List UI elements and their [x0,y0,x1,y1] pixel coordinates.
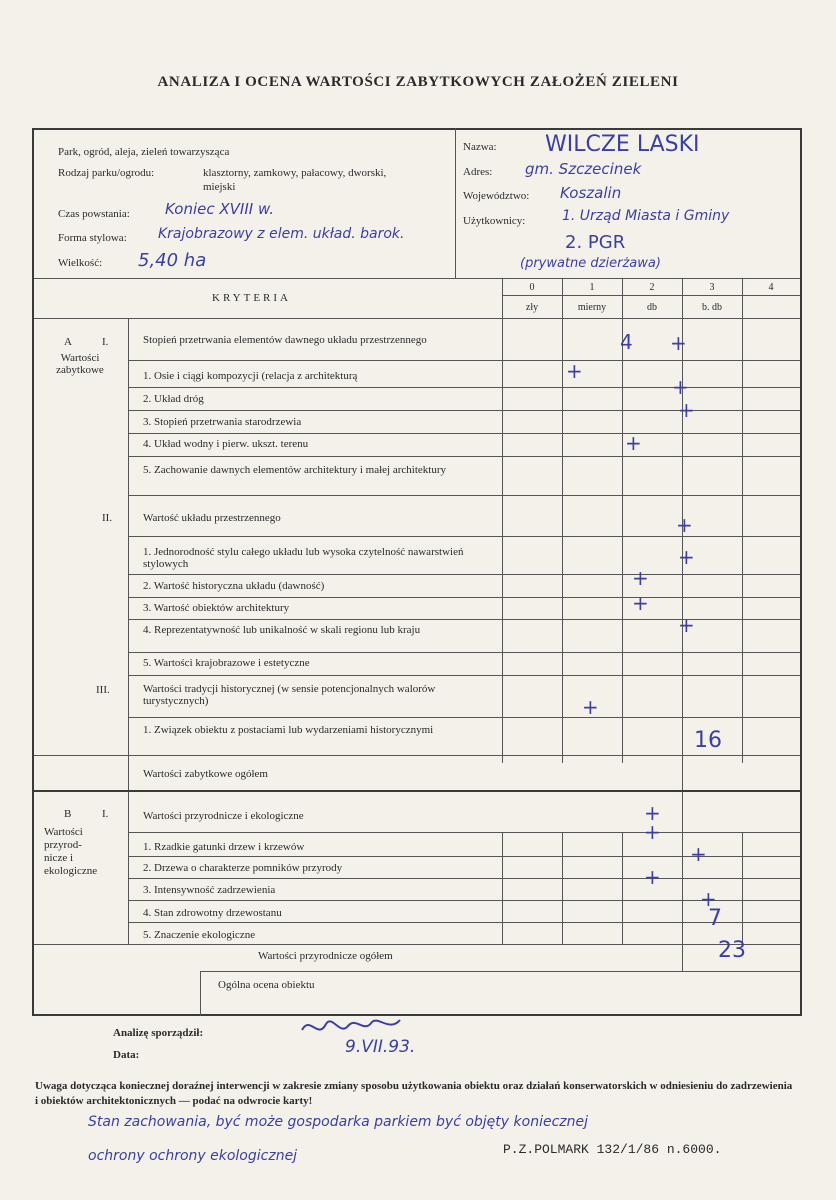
row-line [128,536,800,537]
date-value: 9.VII.93. [345,1037,416,1057]
voivodeship-label: Województwo: [463,190,530,202]
style-value: Krajobrazowy z elem. układ. barok. [158,226,405,242]
users-value-1: 1. Urząd Miasta i Gminy [562,208,730,224]
kind-options-2: miejski [203,181,236,193]
b-item-5: 5. Znaczenie ekologiczne [143,929,256,941]
users-label: Użytkownicy: [463,215,526,227]
b-total-value: 23 [718,938,746,963]
voivodeship-value: Koszalin [560,184,622,202]
col-line-0b [502,832,503,944]
score-0: 0 [529,282,535,293]
mark-plus: + [678,545,695,569]
mark-plus: + [672,375,689,399]
mark-4: 4 [620,330,633,354]
section-b-roman1: I. [102,808,109,820]
park-type-label: Park, ogród, aleja, zieleń towarzysząca [58,146,230,158]
a-ii-item-4: 4. Reprezentatywność lub unikalność w skali regionu lub kraju [143,624,421,636]
users-value-2: 2. PGR [565,232,626,253]
mark-plus: + [678,398,695,422]
section-a-roman2: II. [102,512,113,524]
b-total-label: Wartości przyrodnicze ogółem [258,950,393,962]
form-title: ANALIZA I OCENA WARTOŚCI ZABYTKOWYCH ZAŁOŻEŃ ZIELENI [157,74,679,90]
section-col-divider [128,318,129,790]
a-subtotal-value: 16 [694,728,722,753]
kind-options-1: klasztorny, zamkowy, pałacowy, dworski, [203,167,387,179]
section-b-name-2: przyrod- [44,839,82,851]
row-line [200,971,800,972]
style-label: Forma stylowa: [58,232,127,244]
col-line-1b [562,832,563,944]
criteria-heading: KRYTERIA [212,292,291,304]
col-line-1 [562,278,563,763]
b-i-title: Wartości przyrodnicze i ekologiczne [143,810,304,822]
intervention-note: Uwaga dotycząca koniecznej doraźnej interwencji w zakresie zmiany sposobu użytkowania obiektu oraz działań konserwatorskich w odniesieniu do zadrzewienia i obiektów architektonicznych — podać na odwrocie karty! [35,1080,793,1107]
score-label-1: mierny [577,302,607,313]
name-label: Nazwa: [463,141,497,153]
row-line [128,410,800,411]
a-ii-item-2: 2. Wartość historyczna układu (dawność) [143,580,325,592]
section-a-bottom [34,790,800,792]
row-line [128,652,800,653]
row-line [128,717,800,718]
mark-plus: + [644,801,661,825]
address-value: gm. Szczecinek [525,160,642,178]
section-a-name: Wartości zabytkowe [56,352,104,376]
created-label: Czas powstania: [58,208,130,220]
a-total-label: Wartości zabytkowe ogółem [143,768,268,780]
handwritten-note-2: ochrony ochrony ekologicznej [88,1148,298,1164]
score-label-0: zły [525,302,539,313]
col-line-0 [502,278,503,763]
date-label: Data: [113,1049,140,1061]
mark-plus: + [582,695,599,719]
score-3: 3 [709,282,715,293]
section-a-roman1: I. [102,336,109,348]
b-item-1: 1. Rzadkie gatunki drzew i krzewów [143,841,305,853]
score-label-3: b. db [702,302,722,313]
section-a-roman3: III. [96,684,110,696]
row-line [128,597,800,598]
a-i-item-2: 2. Układ dróg [143,393,204,405]
row-line [128,387,800,388]
b-item-2: 2. Drzewa o charakterze pomników przyrody [143,862,343,874]
section-b-name-1: Wartości [44,826,83,838]
b-item-3: 3. Intensywność zadrzewienia [143,884,276,896]
kind-label: Rodzaj parku/ogrodu: [58,167,155,179]
mark-plus: + [632,591,649,615]
row-line [128,574,800,575]
section-a-letter: A [64,336,72,348]
score-4: 4 [768,282,774,293]
mark-plus: + [676,513,693,537]
users-value-3: (prywatne dzierżawa) [520,256,661,271]
mark-plus: + [566,359,583,383]
section-b-name-3: nicze i [44,852,74,864]
a-i-item-3: 3. Stopień przetrwania starodrzewia [143,416,302,428]
a-i-item-1: 1. Osie i ciągi kompozycji (relacja z architekturą [143,370,358,382]
section-b-letter: B [64,808,72,820]
name-value: WILCZE LASKI [545,132,700,157]
b-item-value-7: 7 [708,906,722,931]
col-line-2b [622,832,623,944]
section-b-name-4: ekologiczne [44,865,98,877]
a-i-item-4: 4. Układ wodny i pierw. ukszt. terenu [143,438,309,450]
print-mark: P.Z.POLMARK 132/1/86 n.6000. [503,1142,722,1157]
overall-label: Ogólna ocena obiektu [218,979,315,991]
row-line [128,878,800,879]
criteria-header-bottom [34,318,800,319]
row-line [128,495,800,496]
row-line [128,922,800,923]
mark-plus: + [644,820,661,844]
row-line [128,619,800,620]
a-ii-item-3: 3. Wartość obiektów architektury [143,602,290,614]
size-label: Wielkość: [58,257,103,269]
row-line [128,456,800,457]
a-ii-item-1: 1. Jednorodność stylu całego układu lub wysoka czytelność nawarstwień stylowych [143,546,464,570]
mark-plus: + [690,842,707,866]
row-line [34,755,800,756]
a-i-line [128,360,800,361]
a-iii-item-1: 1. Związek obiektu z postaciami lub wydarzeniami historycznymi [143,724,434,736]
row-line [128,433,800,434]
overall-divider [200,971,201,1016]
a-ii-item-5: 5. Wartości krajobrazowe i estetyczne [143,657,310,669]
size-value: 5,40 ha [138,250,207,271]
score-2: 2 [649,282,655,293]
a-i-item-5: 5. Zachowanie dawnych elementów architektury i małej architektury [143,464,446,476]
created-value: Koniec XVIII w. [165,200,275,218]
handwritten-note-1: Stan zachowania, być może gospodarka parkiem być objęty koniecznej [88,1114,588,1130]
col-line-4 [742,278,743,763]
header-divider [455,128,456,278]
a-i-title: Stopień przetrwania elementów dawnego układu przestrzennego [143,334,427,346]
a-ii-title: Wartość układu przestrzennego [143,512,281,524]
mark-plus: + [625,431,642,455]
mark-plus: + [670,331,687,355]
header-bottom-line [34,278,800,279]
score-1: 1 [589,282,595,293]
row-line [34,944,800,945]
row-line [128,832,800,833]
criteria-header-mid [502,295,800,296]
b-item-4: 4. Stan zdrowotny drzewostanu [143,907,282,919]
address-label: Adres: [463,166,493,178]
score-label-2: db [647,302,657,313]
col-line-4b [742,832,743,944]
mark-plus: + [700,887,717,911]
a-iii-title: Wartości tradycji historycznej (w sensie potencjonalnych walorów turystycznych) [143,683,436,707]
row-line [128,675,800,676]
mark-plus: + [644,865,661,889]
prepared-label: Analizę sporządził: [113,1027,204,1039]
mark-plus: + [678,613,695,637]
mark-plus: + [632,566,649,590]
